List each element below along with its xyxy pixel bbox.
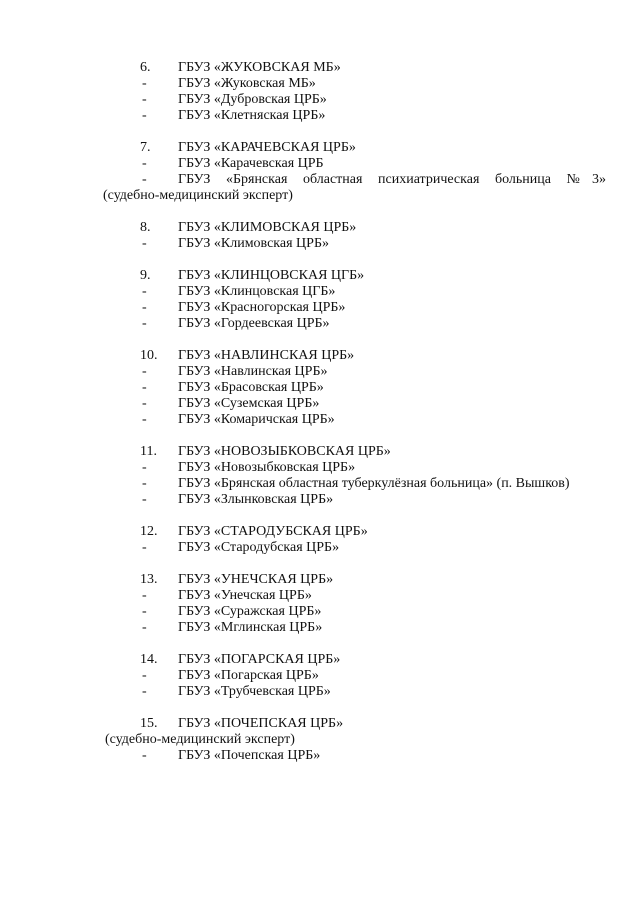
item-text: ГБУЗ «Унечская ЦРБ» xyxy=(178,588,312,603)
item-text: ГБУЗ «Гордеевская ЦРБ» xyxy=(178,316,330,331)
list-item xyxy=(0,604,640,620)
item-text: ГБУЗ «Брасовская ЦРБ» xyxy=(178,380,324,395)
section-heading xyxy=(0,444,640,460)
section-title: ГБУЗ «ПОЧЕПСКАЯ ЦРБ» xyxy=(178,716,344,731)
item-text: ГБУЗ «Навлинская ЦРБ» xyxy=(178,364,328,379)
bullet-dash: - xyxy=(142,412,147,427)
list-item xyxy=(0,492,640,508)
item-text: ГБУЗ «Суражская ЦРБ» xyxy=(178,604,322,619)
item-text: ГБУЗ «Новозыбковская ЦРБ» xyxy=(178,460,356,475)
item-text: ГБУЗ «Погарская ЦРБ» xyxy=(178,668,319,683)
section-number: 9. xyxy=(140,268,151,283)
list-item xyxy=(0,284,640,300)
section-title: ГБУЗ «СТАРОДУБСКАЯ ЦРБ» xyxy=(178,524,368,539)
bullet-dash: - xyxy=(142,460,147,475)
section-11 xyxy=(0,444,640,508)
bullet-dash: - xyxy=(142,316,147,331)
bullet-dash: - xyxy=(142,364,147,379)
item-text: ГБУЗ «Дубровская ЦРБ» xyxy=(178,92,327,107)
bullet-dash: - xyxy=(142,540,147,555)
item-text: ГБУЗ «Брянская областная психиатрическая больница №3» xyxy=(178,172,606,187)
section-number: 6. xyxy=(140,60,151,75)
bullet-dash: - xyxy=(142,492,147,507)
section-heading xyxy=(0,572,640,588)
item-text: ГБУЗ «Красногорская ЦРБ» xyxy=(178,300,346,315)
item-text: ГБУЗ «Клинцовская ЦГБ» xyxy=(178,284,336,299)
section-title: ГБУЗ «УНЕЧСКАЯ ЦРБ» xyxy=(178,572,334,587)
bullet-dash: - xyxy=(142,76,147,91)
list-item xyxy=(0,380,640,396)
section-6 xyxy=(0,60,640,124)
section-15 xyxy=(0,716,640,764)
section-heading xyxy=(0,524,640,540)
section-heading xyxy=(0,140,640,156)
item-continuation xyxy=(0,188,640,204)
section-number: 13. xyxy=(140,572,158,587)
bullet-dash: - xyxy=(142,380,147,395)
continuation-text: (судебно-медицинский эксперт) xyxy=(103,188,293,203)
section-heading xyxy=(0,220,640,236)
section-heading xyxy=(0,60,640,76)
item-text: ГБУЗ «Почепская ЦРБ» xyxy=(178,748,321,763)
section-7 xyxy=(0,140,640,204)
section-heading xyxy=(0,268,640,284)
bullet-dash: - xyxy=(142,476,147,491)
section-title: ГБУЗ «КЛИНЦОВСКАЯ ЦГБ» xyxy=(178,268,365,283)
continuation-text: (судебно-медицинский эксперт) xyxy=(105,732,295,747)
section-heading xyxy=(0,652,640,668)
section-number: 14. xyxy=(140,652,158,667)
list-item xyxy=(0,156,640,172)
bullet-dash: - xyxy=(142,396,147,411)
section-heading xyxy=(0,348,640,364)
section-10 xyxy=(0,348,640,428)
item-text: ГБУЗ «Суземская ЦРБ» xyxy=(178,396,320,411)
bullet-dash: - xyxy=(142,588,147,603)
item-text: ГБУЗ «Злынковская ЦРБ» xyxy=(178,492,334,507)
item-text: ГБУЗ «Климовская ЦРБ» xyxy=(178,236,329,251)
bullet-dash: - xyxy=(142,108,147,123)
item-text: ГБУЗ «Комаричская ЦРБ» xyxy=(178,412,335,427)
bullet-dash: - xyxy=(142,604,147,619)
bullet-dash: - xyxy=(142,284,147,299)
list-item xyxy=(0,76,640,92)
list-item xyxy=(0,460,640,476)
list-item xyxy=(0,236,640,252)
bullet-dash: - xyxy=(142,156,147,171)
section-14 xyxy=(0,652,640,700)
section-8 xyxy=(0,220,640,252)
list-item xyxy=(0,300,640,316)
list-item xyxy=(0,540,640,556)
item-text: ГБУЗ «Мглинская ЦРБ» xyxy=(178,620,323,635)
bullet-dash: - xyxy=(142,620,147,635)
list-item xyxy=(0,412,640,428)
list-item xyxy=(0,668,640,684)
section-title: ГБУЗ «НОВОЗЫБКОВСКАЯ ЦРБ» xyxy=(178,444,391,459)
section-number: 12. xyxy=(140,524,158,539)
section-number: 8. xyxy=(140,220,151,235)
list-item xyxy=(0,92,640,108)
item-text: ГБУЗ «Жуковская МБ» xyxy=(178,76,316,91)
section-title: ГБУЗ «КЛИМОВСКАЯ ЦРБ» xyxy=(178,220,357,235)
section-number: 15. xyxy=(140,716,158,731)
section-number: 11. xyxy=(140,444,157,459)
list-item xyxy=(0,748,640,764)
section-title: ГБУЗ «ПОГАРСКАЯ ЦРБ» xyxy=(178,652,341,667)
list-item xyxy=(0,172,640,188)
section-heading xyxy=(0,716,640,732)
bullet-dash: - xyxy=(142,684,147,699)
item-text: ГБУЗ «Трубчевская ЦРБ» xyxy=(178,684,331,699)
bullet-dash: - xyxy=(142,748,147,763)
item-text: ГБУЗ «Клетняская ЦРБ» xyxy=(178,108,326,123)
list-item xyxy=(0,684,640,700)
item-text: ГБУЗ «Стародубская ЦРБ» xyxy=(178,540,340,555)
section-13 xyxy=(0,572,640,636)
section-title: ГБУЗ «ЖУКОВСКАЯ МБ» xyxy=(178,60,341,75)
list-item xyxy=(0,364,640,380)
section-number: 7. xyxy=(140,140,151,155)
section-number: 10. xyxy=(140,348,158,363)
section-title: ГБУЗ «НАВЛИНСКАЯ ЦРБ» xyxy=(178,348,355,363)
bullet-dash: - xyxy=(142,172,147,187)
section-12 xyxy=(0,524,640,556)
list-item xyxy=(0,588,640,604)
section-title: ГБУЗ «КАРАЧЕВСКАЯ ЦРБ» xyxy=(178,140,356,155)
list-item xyxy=(0,620,640,636)
section-9 xyxy=(0,268,640,332)
list-item xyxy=(0,316,640,332)
item-text: ГБУЗ «Брянская областная туберкулёзная больница» (п. Вышков) xyxy=(178,476,570,491)
title-continuation xyxy=(0,732,640,748)
list-item xyxy=(0,476,640,492)
bullet-dash: - xyxy=(142,300,147,315)
list-item xyxy=(0,108,640,124)
bullet-dash: - xyxy=(142,92,147,107)
item-text: ГБУЗ «Карачевская ЦРБ xyxy=(178,156,324,171)
bullet-dash: - xyxy=(142,668,147,683)
bullet-dash: - xyxy=(142,236,147,251)
list-item xyxy=(0,396,640,412)
